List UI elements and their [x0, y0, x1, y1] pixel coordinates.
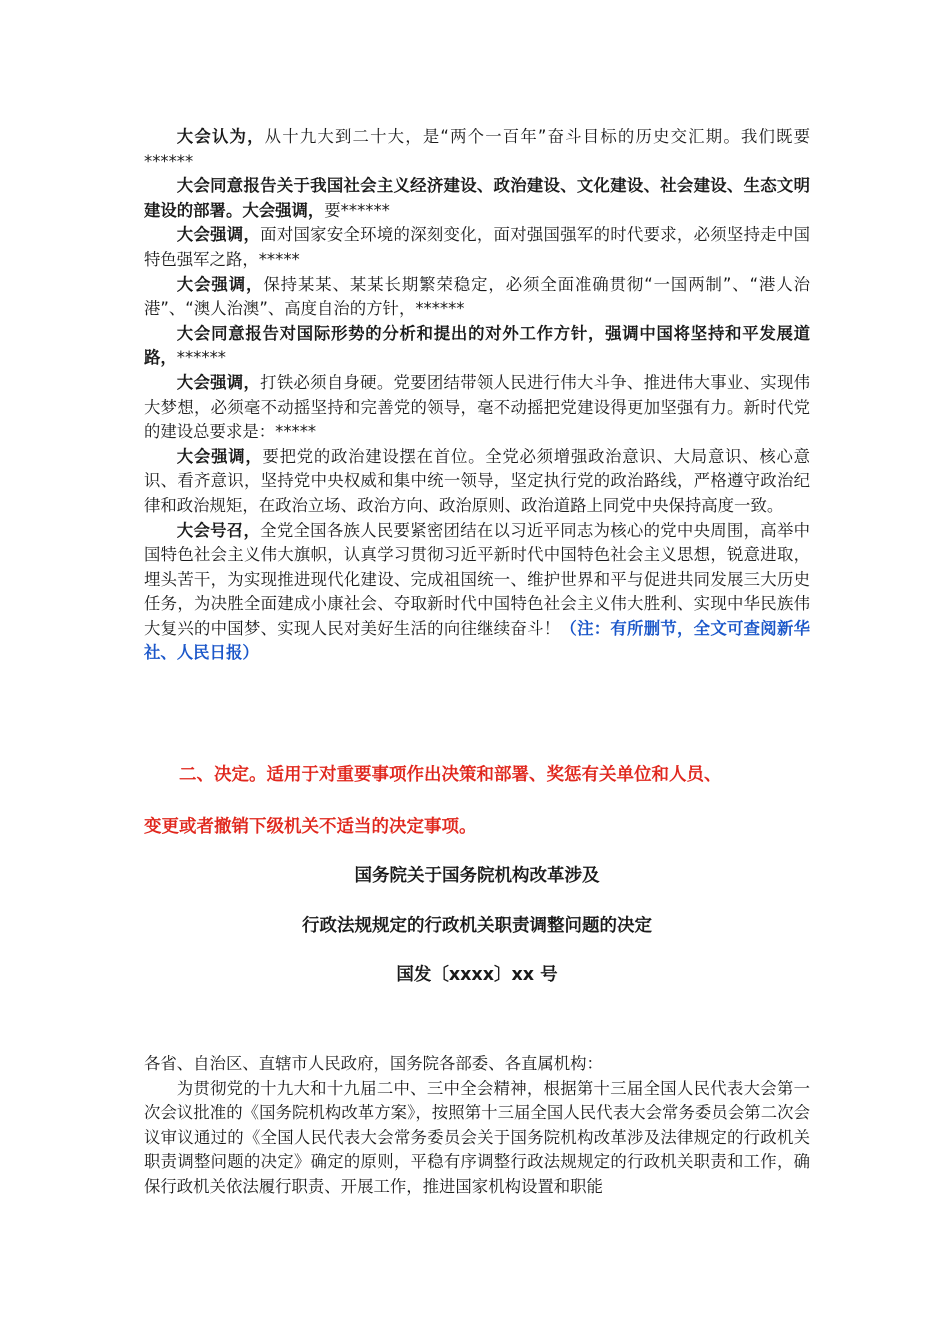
paragraph-lead: 大会强调，: [176, 446, 263, 466]
paragraph: [144, 273, 810, 322]
paragraph-lead: 大会同意报告关于我国社会主义经济建设、政治建设、文化建设、社会建设、生态文明建设的部署。大会强调，: [144, 176, 810, 220]
paragraph-lead: 大会号召，: [176, 520, 261, 540]
paragraph-lead: 大会强调，: [176, 225, 261, 245]
paragraph-lead: 大会同意报告对国际形势的分析和提出的对外工作方针，强调中国将坚持和平发展道路，: [144, 323, 810, 368]
paragraph-text: ******: [176, 348, 226, 368]
paragraph-text: 从十九大到二十大，是“两个一百年”奋斗目标的历史交汇期。我们既要******: [144, 127, 811, 171]
source-note: （注：有所删节，全文可查阅新华社、人民日报）: [144, 618, 811, 663]
paragraph: [144, 322, 810, 371]
decision-body: [144, 1052, 810, 1200]
addressee: 各省、自治区、直辖市人民政府，国务院各部委、各直属机构：: [144, 1054, 603, 1073]
paragraph: [144, 174, 810, 223]
paragraph: [144, 445, 810, 519]
paragraph: [144, 223, 810, 272]
paragraph: [144, 519, 810, 667]
paragraph-text: 保持某某、某某长期繁荣稳定，必须全面准确贯彻“一国两制”、“港人治港”、“澳人治澳”、高度自治的方针，******: [144, 274, 810, 319]
paragraph-lead: 大会强调，: [176, 372, 261, 392]
paragraph-text: 打铁必须自身硬。党要团结带领人民进行伟大斗争、推进伟大事业、实现伟大梦想，必须毫不动摇坚持和完善党的领导，毫不动摇把党建设得更加坚强有力。新时代党的建设总要求是：*****: [144, 372, 811, 442]
section-heading-line1: 二、决定。适用于对重要事项作出决策和部署、奖惩有关单位和人员、: [179, 765, 722, 785]
document-title-line1: 国务院关于国务院机构改革涉及: [354, 866, 600, 886]
paragraph-lead: 大会认为，: [176, 127, 265, 146]
paragraph-text: 要把党的政治建设摆在首位。全党必须增强政治意识、大局意识、核心意识、看齐意识，坚持党中央权威和集中统一领导，坚定执行党的政治路线，严格遵守政治纪律和政治规矩，在政治立场、政治方向、政治原则、政治道路上同党中央保持高度一致。: [144, 446, 811, 515]
paragraph-text: 全党全国各族人民要紧密团结在以习近平同志为核心的党中央周围，高举中国特色社会主义伟大旗帜，认真学习贯彻习近平新时代中国特色社会主义思想，锐意进取，埋头苦干，为实现推进现代化建设、完成祖国统一、维护世界和平与促进共同发展三大历史任务，为决胜全面建成小康社会、夺取新时代中国特色社会主义伟大胜利、实现中华民族伟大复兴的中国梦、实现人民对美好生活的向往继续奋斗！: [144, 520, 811, 638]
document-title-line2: 行政法规规定的行政机关职责调整问题的决定: [302, 916, 652, 936]
paragraph: [144, 371, 810, 445]
section-heading-line2: 变更或者撤销下级机关不适当的决定事项。: [144, 817, 477, 837]
decision-paragraph: 为贯彻党的十九大和十九届二中、三中全会精神，根据第十三届全国人民代表大会第一次会议批准的《国务院机构改革方案》，按照第十三届全国人民代表大会常务委员会第二次会议审议通过的《全国人民代表大会常务委员会关于国务院机构改革涉及法律规定的行政机关职责调整问题的决定》确定的原则，平稳有序调整行政法规规定的行政机关职责和工作，确保行政机关依法履行职责、开展工作，推进国家机构设置和职能: [144, 1078, 810, 1196]
paragraph-lead: 大会强调，: [176, 274, 264, 294]
document-number: 国发〔xxxx〕xx 号: [396, 965, 558, 985]
paragraph-text: 面对国家安全环境的深刻变化，面对强国强军的时代要求，必须坚持走中国特色强军之路，*****: [144, 225, 811, 269]
resolution-excerpt: [144, 125, 810, 666]
paragraph-text: 要******: [324, 200, 390, 220]
paragraph: [144, 125, 810, 174]
